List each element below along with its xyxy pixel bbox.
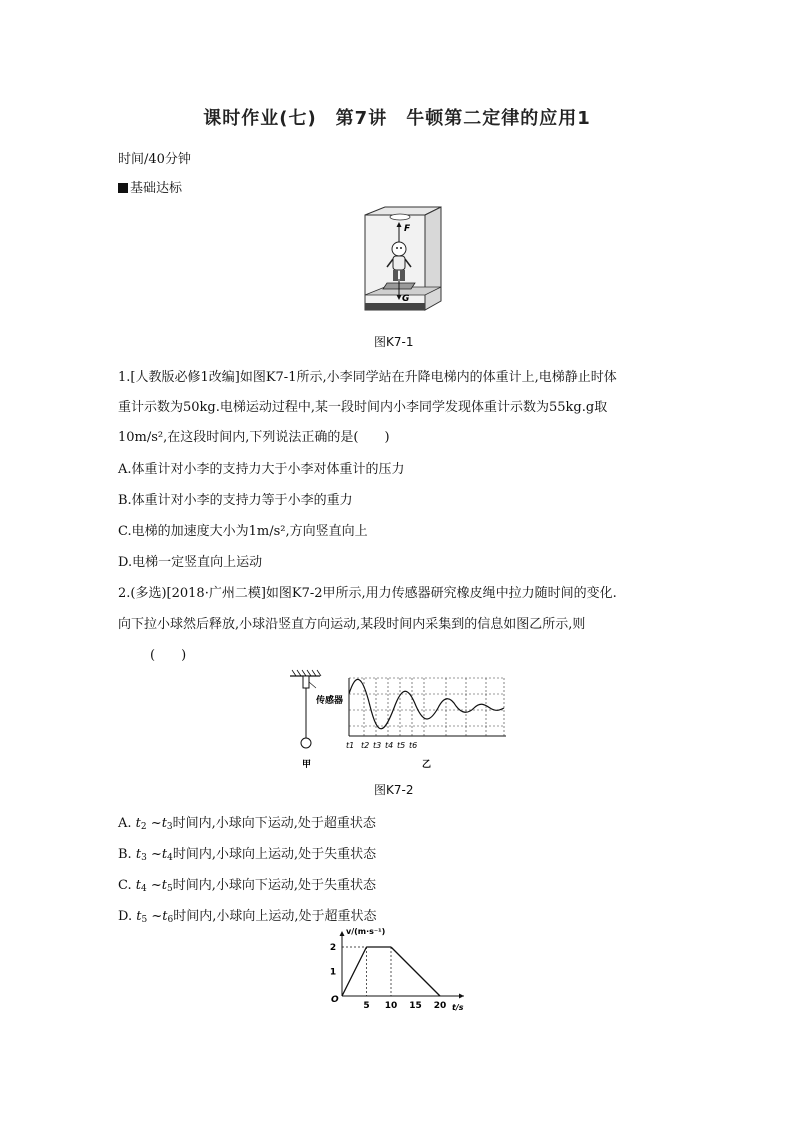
x-tick-label-15: 15 (409, 1001, 422, 1011)
figure-jia-label: 甲 (302, 760, 312, 770)
x-tick-label-10: 10 (384, 1001, 398, 1011)
option-text: 时间内,小球向下运动,处于失重状态 (172, 878, 377, 893)
q2-answer-blank: ( ) (150, 648, 187, 663)
subscript: 3 (141, 853, 147, 863)
section-heading-text: 基础达标 (130, 181, 183, 196)
y-tick-label-2: 2 (329, 943, 337, 953)
range-sep: ~ (150, 816, 162, 831)
var-t: t (135, 816, 141, 831)
var-t: t (136, 909, 142, 924)
q2-option-a (118, 812, 376, 832)
elevator-illustration (355, 205, 445, 325)
q1-stem-line2: 重计示数为50kg.电梯运动过程中,某一段时间内小李同学发现体重计示数为55kg.g取 (118, 400, 608, 415)
origin-label: O (331, 995, 339, 1005)
figure-yi-label: 乙 (422, 760, 432, 770)
tension-curve (349, 679, 504, 728)
subscript: 5 (141, 915, 148, 925)
tick-t6: t6 (409, 741, 418, 750)
square-bullet-icon (118, 183, 128, 193)
x-axis-arrow-icon (459, 994, 464, 999)
page-title: 课时作业(七) 第7讲 牛顿第二定律的应用1 (203, 108, 591, 129)
range-sep: ~ (150, 878, 162, 893)
var-t: t (161, 878, 168, 893)
var-t: t (161, 847, 168, 862)
velocity-segment-0 (342, 947, 367, 996)
subscript: 6 (167, 915, 174, 925)
sensor-diagram (286, 668, 508, 774)
y-tick-label-1: 1 (329, 967, 337, 978)
var-t: t (161, 816, 167, 831)
sensor-label: 传感器 (316, 696, 344, 706)
time-limit: 时间/40分钟 (118, 152, 191, 167)
tick-t2: t2 (361, 741, 370, 750)
option-letter: A. (118, 816, 132, 831)
figure-k7-1 (355, 205, 445, 325)
q1-option-a: A.体重计对小李的支持力大于小李对体重计的压力 (118, 462, 405, 477)
figure-k7-2-caption: 图K7-2 (374, 783, 414, 797)
y-axis-label: v/(m·s⁻¹) (346, 927, 386, 936)
var-t: t (135, 847, 142, 862)
subscript: 5 (167, 884, 173, 894)
tick-t1: t1 (346, 741, 355, 750)
var-t: t (135, 878, 141, 893)
x-axis-label: t/s (452, 1003, 464, 1012)
option-text: 时间内,小球向上运动,处于超重状态 (173, 909, 377, 924)
vt-graph (318, 924, 468, 1016)
y-axis-arrow-icon (340, 931, 345, 936)
x-tick-label-20: 20 (433, 1001, 447, 1011)
q1-option-b: B.体重计对小李的支持力等于小李的重力 (118, 493, 353, 508)
tick-t3: t3 (373, 741, 382, 750)
q2-option-c (118, 874, 376, 894)
range-sep: ~ (150, 847, 162, 862)
range-sep: ~ (151, 909, 163, 924)
option-letter: D. (118, 909, 133, 924)
x-tick-label-5: 5 (363, 1001, 370, 1011)
q2-stem-line1: 2.(多选)[2018·广州二模]如图K7-2甲所示,用力传感器研究橡皮绳中拉力随时间的变化. (118, 586, 617, 601)
q2-stem-line2: 向下拉小球然后释放,小球沿竖直方向运动,某段时间内采集到的信息如图乙所示,则 (118, 617, 586, 632)
q1-stem-line3: 10m/s²,在这段时间内,下列说法正确的是( ) (118, 430, 390, 445)
section-heading (118, 177, 182, 196)
option-text: 时间内,小球向上运动,处于失重状态 (172, 847, 377, 862)
subscript: 4 (167, 853, 173, 863)
force-f-label: F (404, 224, 411, 234)
option-letter: B. (118, 847, 132, 862)
q1-option-c: C.电梯的加速度大小为1m/s²,方向竖直向上 (118, 524, 368, 539)
option-letter: C. (118, 878, 132, 893)
figure-k7-2 (286, 668, 508, 774)
subscript: 2 (140, 822, 147, 832)
q1-option-d: D.电梯一定竖直向上运动 (118, 555, 263, 570)
subscript: 4 (141, 884, 147, 894)
var-t: t (162, 909, 168, 924)
tick-t5: t5 (397, 741, 406, 750)
vt-graph-svg (318, 924, 468, 1016)
velocity-segment-2 (391, 947, 440, 996)
tick-t4: t4 (385, 741, 394, 750)
subscript: 3 (166, 822, 173, 832)
figure-k7-1-caption: 图K7-1 (374, 335, 414, 349)
q1-stem-line1: 1.[人教版必修1改编]如图K7-1所示,小李同学站在升降电梯内的体重计上,电梯静止时体 (118, 370, 617, 385)
force-g-label: G (402, 294, 410, 304)
option-text: 时间内,小球向下运动,处于超重状态 (172, 816, 376, 831)
q2-option-b (118, 843, 376, 863)
q2-option-d (118, 905, 376, 925)
